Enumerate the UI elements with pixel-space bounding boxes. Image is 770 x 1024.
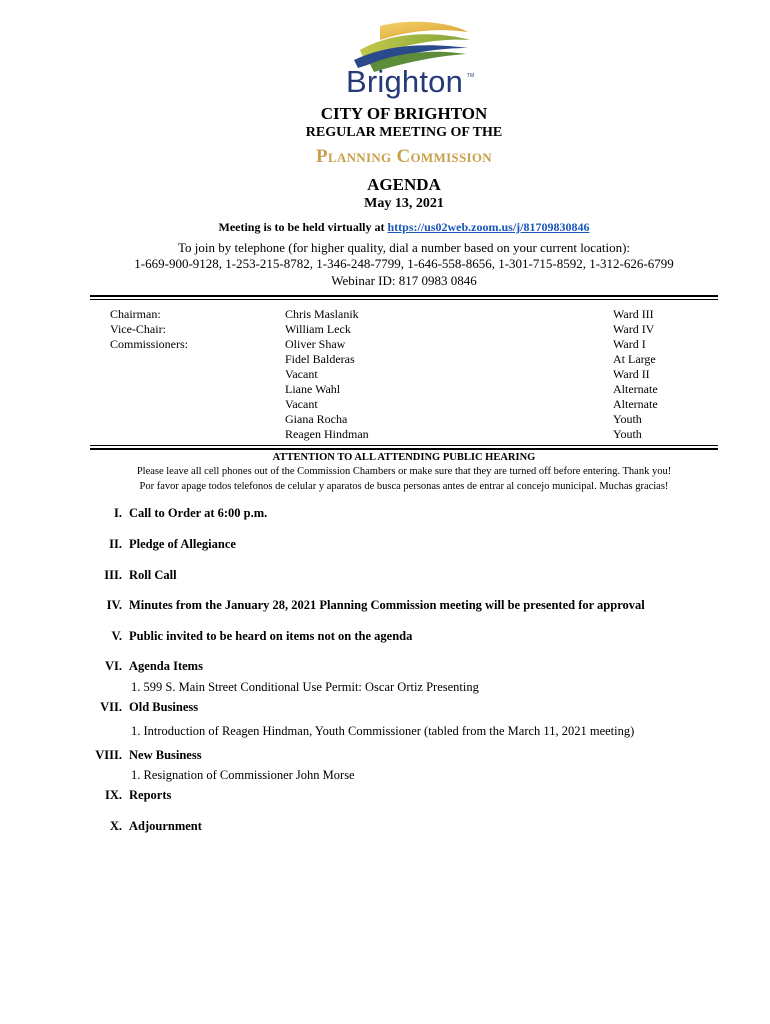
logo-wordmark: Brighton xyxy=(346,64,464,99)
member-name: Reagen Hindman xyxy=(285,427,369,441)
member-name: Vacant xyxy=(285,367,318,381)
meeting-prefix: Meeting is to be held virtually at xyxy=(218,220,388,234)
item-number: X. xyxy=(109,819,122,833)
role-label: Commissioners: xyxy=(110,337,189,351)
member-name: Chris Maslanik xyxy=(285,307,359,321)
agenda-subitem: 1. 599 S. Main Street Conditional Use Permit: Oscar Ortiz Presenting xyxy=(131,680,479,694)
item-label: Reports xyxy=(129,788,172,802)
item-number: III. xyxy=(104,568,122,582)
join-instructions: To join by telephone (for higher quality, dial a number based on your current location): xyxy=(177,240,631,255)
roster-names xyxy=(285,307,369,442)
meeting-date: May 13, 2021 xyxy=(364,196,444,211)
divider-top-thin xyxy=(90,299,718,300)
divider-bottom-thin xyxy=(90,445,718,446)
member-ward: Ward IV xyxy=(613,322,655,336)
member-name: William Leck xyxy=(285,322,351,336)
member-name: Vacant xyxy=(285,397,318,411)
roster-roles xyxy=(110,307,188,352)
roster-wards xyxy=(613,307,658,442)
item-label: Minutes from the January 28, 2021 Planning Commission meeting will be presented for approval xyxy=(129,598,645,612)
member-name: Fidel Balderas xyxy=(285,352,355,366)
role-label: Chairman: xyxy=(110,307,161,321)
item-number: VI. xyxy=(104,659,122,673)
commission-title: Planning Commission xyxy=(316,146,492,167)
attention-title: ATTENTION TO ALL ATTENDING PUBLIC HEARING xyxy=(272,452,536,463)
role-label: Vice-Chair: xyxy=(110,322,166,336)
agenda-subitem: 1. Introduction of Reagen Hindman, Youth Commissioner (tabled from the March 11, 2021 meeting) xyxy=(131,724,635,738)
item-number: IX. xyxy=(104,788,122,802)
item-number: IV. xyxy=(106,598,122,612)
divider-top xyxy=(90,295,718,297)
item-label: New Business xyxy=(129,748,202,762)
divider-bottom xyxy=(90,448,718,450)
member-name: Liane Wahl xyxy=(285,382,341,396)
item-label: Old Business xyxy=(129,700,199,714)
meeting-location xyxy=(0,220,770,235)
item-number: I. xyxy=(114,506,122,520)
item-label: Agenda Items xyxy=(129,659,203,673)
item-number: V. xyxy=(111,629,122,643)
attention-spanish: Por favor apage todos telefonos de celular y aparatos de busca personas antes de entrar al concejo municipal. Muchas gracias! xyxy=(139,481,669,492)
city-title: CITY OF BRIGHTON xyxy=(320,104,488,123)
item-label: Call to Order at 6:00 p.m. xyxy=(129,506,268,520)
item-label: Pledge of Allegiance xyxy=(129,537,236,551)
member-ward: At Large xyxy=(613,352,656,366)
item-label: Roll Call xyxy=(129,568,177,582)
phone-numbers: 1-669-900-9128, 1-253-215-8782, 1-346-248-7799, 1-646-558-8656, 1-301-715-8592, 1-312-626-6799 xyxy=(134,256,674,271)
logo-trademark: TM xyxy=(467,73,475,79)
agenda-heading: AGENDA xyxy=(367,175,441,194)
webinar-id: Webinar ID: 817 0983 0846 xyxy=(331,273,477,288)
item-label: Public invited to be heard on items not on the agenda xyxy=(129,629,413,643)
zoom-link[interactable]: https://us02web.zoom.us/j/81709830846 xyxy=(387,220,590,234)
agenda-subitem: 1. Resignation of Commissioner John Morse xyxy=(131,768,355,782)
member-ward: Ward I xyxy=(613,337,646,351)
meeting-subtitle: REGULAR MEETING OF THE xyxy=(305,125,503,140)
item-number: VIII. xyxy=(95,748,122,762)
member-ward: Alternate xyxy=(613,382,658,396)
member-ward: Youth xyxy=(613,412,642,426)
item-number: II. xyxy=(109,537,122,551)
member-name: Oliver Shaw xyxy=(285,337,346,351)
member-ward: Youth xyxy=(613,427,642,441)
member-name: Giana Rocha xyxy=(285,412,348,426)
member-ward: Ward II xyxy=(613,367,650,381)
item-number: VII. xyxy=(100,700,122,714)
attention-english: Please leave all cell phones out of the Commission Chambers or make sure that they are turned off before entering. Thank you! xyxy=(136,466,672,477)
member-ward: Alternate xyxy=(613,397,658,411)
item-label: Adjournment xyxy=(129,819,202,833)
member-ward: Ward III xyxy=(613,307,654,321)
